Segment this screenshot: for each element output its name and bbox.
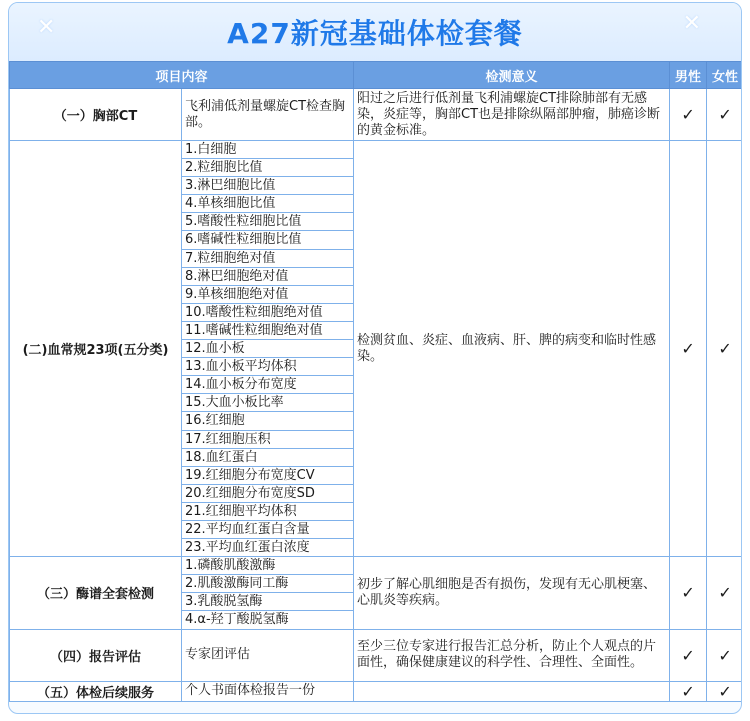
female-check-icon: ✓ [707,681,742,701]
list-item: 4.单核细胞比值 [182,195,353,213]
list-item: 18.血红蛋白 [182,449,353,467]
item-cell: 专家团评估 [182,629,354,681]
table-row [10,681,743,701]
table-row [10,141,743,557]
list-item: 5.嗜酸性粒细胞比值 [182,213,353,231]
meaning-cell: 检测贫血、炎症、血液病、肝、脾的病变和临时性感染。 [354,141,670,557]
item-cell: 个人书面体检报告一份 [182,681,354,701]
list-item: 1.白细胞 [182,141,353,159]
list-item: 8.淋巴细胞绝对值 [182,268,353,286]
table-row [10,89,743,141]
list-item: 4.α-羟丁酸脱氢酶 [185,612,289,628]
male-check-icon: ✓ [670,89,707,141]
item-list-cell [182,141,354,557]
item-list-cell [182,557,354,629]
male-check-icon: ✓ [670,141,707,557]
list-item: 2.肌酸激酶同工酶 [182,575,353,593]
list-item: 3.乳酸脱氢酶 [182,593,353,611]
list-item: 7.粒细胞绝对值 [182,250,353,268]
table-header-row [10,62,743,89]
title-bar [9,3,741,61]
meaning-cell: 阳过之后进行低剂量飞利浦螺旋CT排除肺部有无感染，炎症等，胸部CT也是排除纵隔部肿瘤，肺癌诊断的黄金标准。 [354,89,670,141]
list-item: 22.平均血红蛋白含量 [182,521,353,539]
male-check-icon: ✓ [670,681,707,701]
list-item: 14.血小板分布宽度 [182,376,353,394]
category-cell: （三）酶谱全套检测 [10,557,182,629]
list-item: 1.磷酸肌酸激酶 [182,557,353,575]
list-item: 16.红细胞 [182,412,353,430]
list-item: 20.红细胞分布宽度SD [182,485,353,503]
male-check-icon: ✓ [670,629,707,681]
meaning-cell [354,681,670,701]
list-item: 2.粒细胞比值 [182,159,353,177]
female-check-icon: ✓ [707,557,742,629]
header-meaning: 检测意义 [354,62,670,89]
header-female: 女性 [707,62,742,89]
list-item: 23.平均血红蛋白浓度 [185,540,310,556]
category-cell: (二)血常规23项(五分类) [10,141,182,557]
checkup-table [9,61,742,702]
header-item: 项目内容 [10,62,354,89]
table-row [10,557,743,629]
category-cell: （一）胸部CT [10,89,182,141]
category-cell: （四）报告评估 [10,629,182,681]
list-item: 10.嗜酸性粒细胞绝对值 [182,304,353,322]
list-item: 6.嗜碱性粒细胞比值 [182,231,353,249]
list-item: 11.嗜碱性粒细胞绝对值 [182,322,353,340]
header-male: 男性 [670,62,707,89]
list-item: 19.红细胞分布宽度CV [182,467,353,485]
female-check-icon: ✓ [707,89,742,141]
page-title: A27新冠基础体检套餐 [227,17,523,50]
package-card [8,2,742,714]
female-check-icon: ✓ [707,629,742,681]
list-item: 21.红细胞平均体积 [182,503,353,521]
category-cell: （五）体检后续服务 [10,681,182,701]
list-item: 9.单核细胞绝对值 [182,286,353,304]
table-row [10,629,743,681]
female-check-icon: ✓ [707,141,742,557]
item-cell: 飞利浦低剂量螺旋CT检查胸部。 [182,89,354,141]
meaning-cell: 至少三位专家进行报告汇总分析，防止个人观点的片面性，确保健康建议的科学性、合理性、全面性。 [354,629,670,681]
list-item: 17.红细胞压积 [182,431,353,449]
meaning-cell: 初步了解心肌细胞是否有损伤，发现有无心肌梗塞、心肌炎等疾病。 [354,557,670,629]
list-item: 15.大血小板比率 [182,394,353,412]
close-icon: ✕ [682,11,701,36]
male-check-icon: ✓ [670,557,707,629]
close-icon: ✕ [37,15,56,40]
list-item: 12.血小板 [182,340,353,358]
list-item: 13.血小板平均体积 [182,358,353,376]
list-item: 3.淋巴细胞比值 [182,177,353,195]
